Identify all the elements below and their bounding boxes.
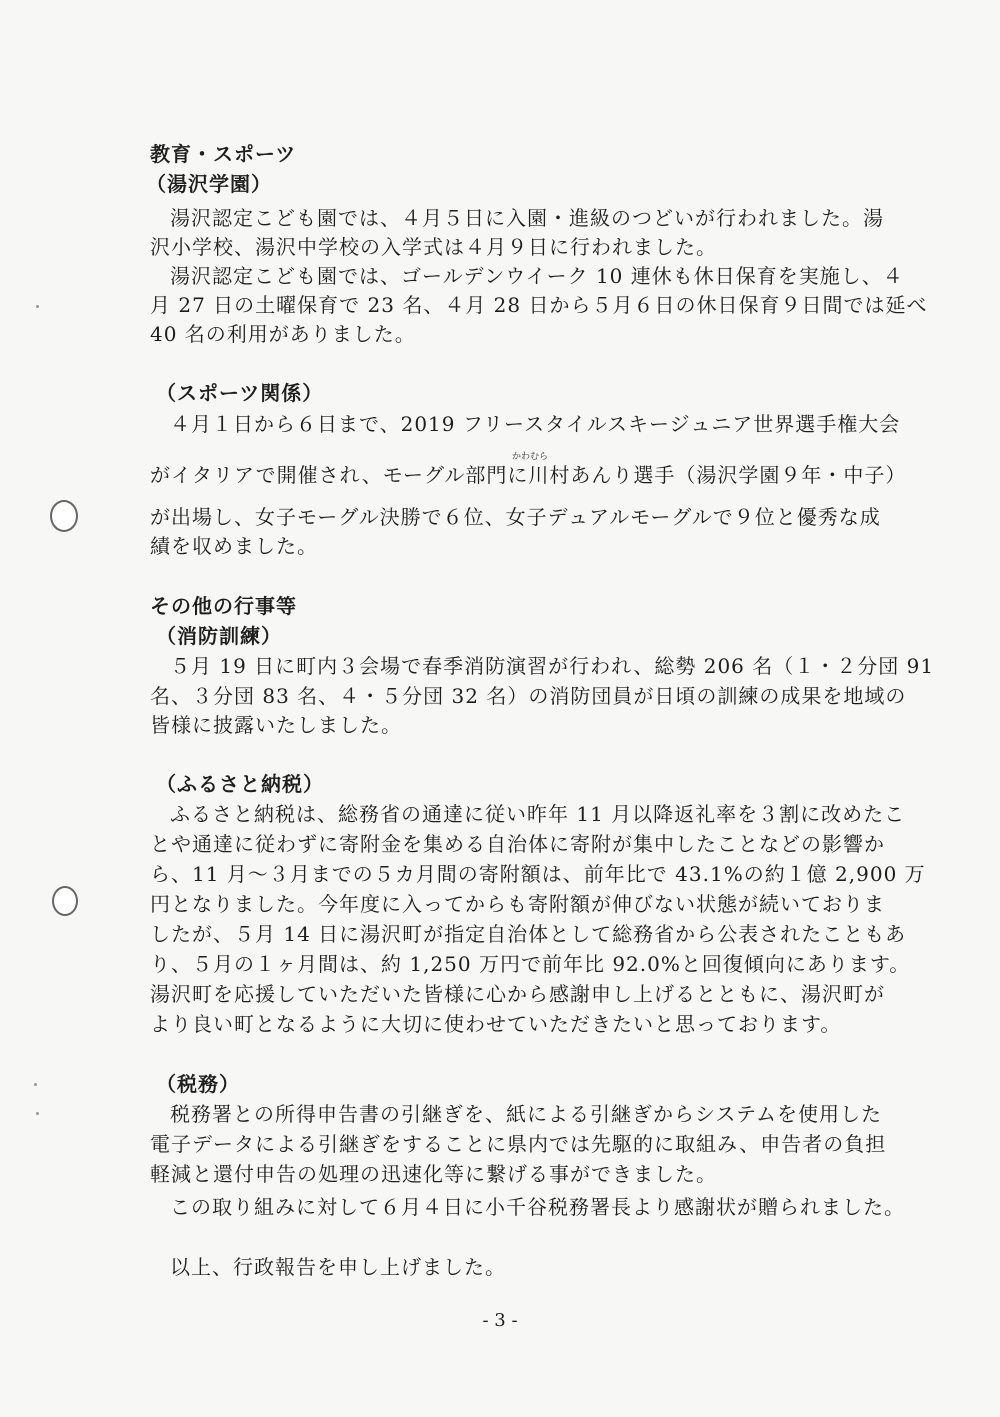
- paragraph-line: 40 名の利用がありました。: [150, 322, 416, 346]
- paragraph-line: したが、５月 14 日に湯沢町が指定自治体として総務省から公表されたこともあ: [150, 922, 907, 946]
- punch-hole-top: [50, 500, 78, 532]
- subheading-tax: （税務）: [156, 1072, 240, 1096]
- furigana-kawamura: かわむら: [512, 452, 549, 462]
- paragraph-line: が出場し、女子モーグル決勝で６位、女子デュアルモーグルで９位と優秀な成: [150, 505, 881, 529]
- paragraph-line: ５月 19 日に町内３会場で春季消防演習が行われ、総勢 206 名（１・２分団 91: [170, 654, 935, 678]
- paragraph-line: この取り組みに対して６月４日に小千谷税務署長より感謝状が贈られました。: [170, 1195, 905, 1219]
- paragraph-line: 税務署との所得申告書の引継ぎを、紙による引継ぎからシステムを使用した: [170, 1102, 882, 1126]
- scan-speck: [36, 1112, 39, 1115]
- paragraph-line: 湯沢町を応援していただいた皆様に心から感謝申し上げるとともに、湯沢町が: [150, 982, 885, 1006]
- paragraph-line: 湯沢認定こども園では、ゴールデンウイーク 10 連休も休日保育を実施し、４: [170, 264, 904, 288]
- paragraph-line: がイタリアで開催され、モーグル部門に川村あんり選手（湯沢学園９年・中子）: [150, 463, 907, 487]
- closing-statement: 以上、行政報告を申し上げました。: [170, 1255, 506, 1279]
- paragraph-line: 電子データによる引継ぎをすることに県内では先駆的に取組み、申告者の負担: [150, 1132, 887, 1156]
- section-heading-other: その他の行事等: [150, 594, 297, 618]
- page-number: - 3 -: [482, 1310, 518, 1331]
- scan-speck: [34, 1083, 37, 1086]
- paragraph-line: 績を収めました。: [150, 534, 318, 558]
- paragraph-line: とや通達に従わずに寄附金を集める自治体に寄附が集中したことなどの影響か: [150, 832, 885, 856]
- paragraph-line: ４月１日から６日まで、2019 フリースタイルスキージュニア世界選手権大会: [170, 412, 901, 436]
- paragraph-line: ら、11 月～３月までの５カ月間の寄附額は、前年比で 43.1%の約１億 2,900 万: [150, 862, 926, 886]
- paragraph-line: 月 27 日の土曜保育で 23 名、４月 28 日から５月６日の休日保育９日間では延べ: [150, 293, 928, 317]
- paragraph-line: ふるさと納税は、総務省の通達に従い昨年 11 月以降返礼率を３割に改めたこ: [170, 802, 906, 826]
- paragraph-line: 沢小学校、湯沢中学校の入学式は４月９日に行われました。: [150, 235, 717, 259]
- paragraph-line: り、５月の１ヶ月間は、約 1,250 万円で前年比 92.0%と回復傾向にあります。: [150, 952, 911, 976]
- paragraph-line: より良い町となるように大切に使わせていただきたいと思っております。: [150, 1012, 842, 1036]
- paragraph-line: 円となりました。今年度に入ってからも寄附額が伸びない状態が続いておりま: [150, 892, 885, 916]
- paragraph-line: 名、３分団 83 名、４・５分団 32 名）の消防団員が日頃の訓練の成果を地域の: [150, 684, 907, 708]
- paragraph-line: 皆様に披露いたしました。: [150, 713, 402, 737]
- subheading-furusato-tax: （ふるさと納税）: [156, 772, 324, 796]
- section-heading-education: 教育・スポーツ: [150, 142, 297, 166]
- paragraph-line: 湯沢認定こども園では、４月５日に入園・進級のつどいが行われました。湯: [170, 206, 884, 230]
- scan-speck: [36, 305, 39, 308]
- punch-hole-bottom: [52, 886, 78, 916]
- subheading-yuzawa-gakuen: （湯沢学園）: [146, 172, 272, 196]
- subheading-sports: （スポーツ関係）: [156, 381, 324, 405]
- subheading-fire-drill: （消防訓練）: [156, 624, 282, 648]
- paragraph-line: 軽減と還付申告の処理の迅速化等に繋げる事ができました。: [150, 1162, 717, 1186]
